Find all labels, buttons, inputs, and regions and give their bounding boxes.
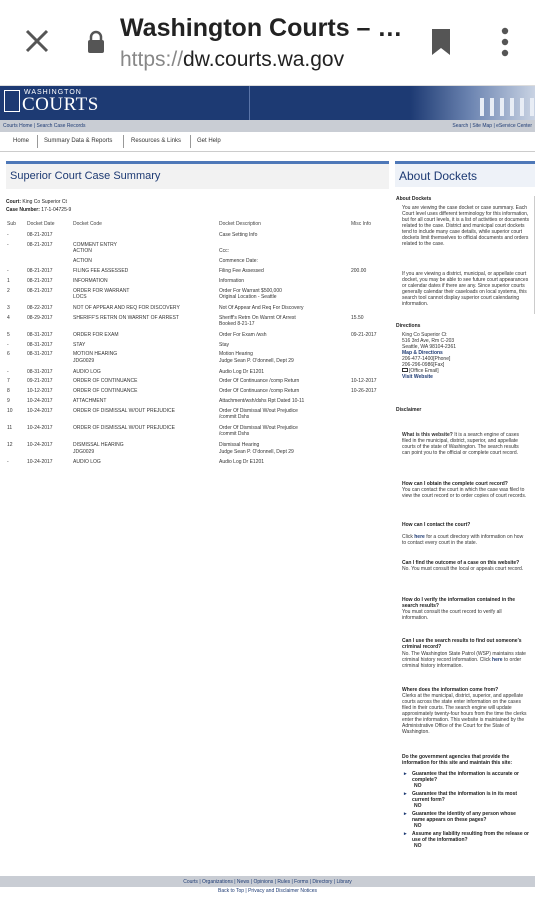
docket-sub: -	[7, 268, 9, 274]
docket-description: Order Of Continuance /comp Return	[219, 388, 300, 394]
docket-description: Filing Fee Assessed	[219, 268, 264, 274]
footer-secondary-links[interactable]: Back to Top | Privacy and Disclaimer Notices	[217, 888, 318, 894]
arrow-icon: ▸	[404, 791, 407, 797]
docket-date: 10-24-2017	[27, 459, 53, 465]
court-name: King Co Superior Ct	[22, 199, 67, 205]
main-nav	[0, 132, 535, 152]
column-header-description: Docket Description	[219, 221, 261, 227]
docket-date: 08-31-2017	[27, 369, 53, 375]
faq-answer-text: for a court directory with information on how to contact every court in the state.	[402, 534, 524, 546]
docket-sub: 2	[7, 288, 10, 294]
docket-date: 08-31-2017	[27, 342, 53, 348]
faq-question: How can I contact the court?	[402, 522, 471, 528]
footer-links[interactable]: Courts | Organizations | News | Opinions | Rules | Forms | Directory | Library	[0, 876, 535, 887]
utility-right-links[interactable]: Search | Site Map | eService Center	[452, 123, 532, 129]
close-icon[interactable]	[22, 26, 52, 56]
bullet-answer: NO	[414, 803, 422, 809]
url-host: dw.courts.wa.gov	[183, 48, 345, 71]
docket-description: Order For Exam /wsh	[219, 332, 267, 338]
arrow-icon: ▸	[404, 831, 407, 837]
docket-code: ATTACHMENT	[73, 398, 107, 404]
bullet-text: Assume any liability resulting from the release or use of the information?	[412, 831, 529, 843]
docket-misc: 10-12-2017	[351, 378, 377, 384]
docket-description: Dismissal Hearing	[219, 442, 260, 448]
sidebar-title: About Dockets	[399, 169, 478, 183]
bullet-text: Guarantee that the information is in its most current form?	[412, 791, 518, 803]
docket-description: Commence Date:	[219, 258, 258, 264]
docket-date: 08-29-2017	[27, 315, 53, 321]
faq-answer-text: No. The Washington State Patrol (WSP) maintains state criminal history record information. Click	[402, 651, 526, 663]
nav-get-help[interactable]: Get Help	[197, 138, 221, 144]
docket-code: AUDIO LOG	[73, 459, 101, 465]
directions-heading: Directions	[396, 323, 421, 329]
docket-description: Ccc:	[219, 248, 229, 254]
faq-answer: You must consult the court record to verify all information.	[402, 609, 502, 621]
docket-code: DISMISSAL HEARING	[73, 442, 124, 448]
docket-code: JDG0029	[73, 449, 95, 455]
docket-description: Original Location - Seattle	[219, 294, 277, 300]
site-banner	[0, 86, 535, 120]
utility-left-links[interactable]: Courts Home | Search Case Records	[3, 123, 86, 129]
faq-question: Can I use the search results to find out someone's criminal record?	[402, 638, 522, 650]
docket-code: ORDER OF CONTINUANCE	[73, 388, 138, 394]
docket-code: LOCS	[73, 294, 87, 300]
arrow-icon: ▸	[404, 771, 407, 777]
map-directions-link[interactable]: Map & Directions	[402, 350, 443, 356]
case-summary-header	[6, 161, 389, 189]
court-address	[402, 332, 530, 380]
faq-question: Can I find the outcome of a case on this website?	[402, 560, 520, 566]
brand-name[interactable]: COURTS	[22, 94, 99, 115]
docket-date: 08-31-2017	[27, 332, 53, 338]
email-icon	[402, 368, 408, 372]
docket-date: 10-24-2017	[27, 398, 53, 404]
faq-answer	[402, 534, 528, 546]
docket-code: ACTION	[73, 248, 92, 254]
bullet-answer: NO	[414, 843, 422, 849]
docket-description: Order For Warrant $500,000	[219, 288, 282, 294]
courts-logo-icon[interactable]	[4, 90, 20, 112]
arrow-icon: ▸	[404, 811, 407, 817]
docket-date: 10-24-2017	[27, 408, 53, 414]
nav-resources[interactable]: Resources & Links	[131, 138, 182, 144]
docket-description: Audio Log Dr E1201	[219, 369, 265, 375]
docket-sub: 12	[7, 442, 13, 448]
column-header-date: Docket Date	[27, 221, 55, 227]
court-label: Court:	[6, 199, 21, 205]
nav-separator	[37, 135, 38, 148]
page-title: Washington Courts – …	[120, 14, 403, 42]
docket-code: AUDIO LOG	[73, 369, 101, 375]
bullet-answer: NO	[414, 783, 422, 789]
docket-misc: 200.00	[351, 268, 367, 274]
docket-code: COMMENT ENTRY	[73, 242, 117, 248]
docket-description: /commit Dshs	[219, 431, 250, 437]
docket-description: Stay	[219, 342, 230, 348]
browser-toolbar	[0, 0, 535, 86]
docket-description: Order Of Continuance /comp Return	[219, 378, 300, 384]
docket-sub: 5	[7, 332, 10, 338]
email-label: [Office Email]	[409, 368, 439, 374]
faq-answer-text: It is a search engine of cases filed in the municipal, district, superior, and appellate courts of the state of Washington. The search results can point you to the official or complete court record.	[402, 432, 519, 456]
about-paragraph-1: You are viewing the case docket or case summary. Each Court level uses different terminology for this information, but for all court levels, it is a list of activities or documents related to the case. District and municipal court dockets tend to include many case details, while superior court dockets limit themselves to official documents and orders related to the case.	[402, 205, 529, 247]
faq-question: What is this website?	[402, 432, 453, 438]
docket-description: Information	[219, 278, 245, 284]
docket-sub: 3	[7, 305, 10, 311]
faq-answer	[402, 651, 528, 669]
faq-question: Where does the information come from?	[402, 687, 499, 693]
docket-code: NOT OF APPEAR AND REQ FOR DISCOVERY	[73, 305, 180, 311]
docket-misc: 09-21-2017	[351, 332, 377, 338]
court-phone: 206-477-1400[Phone]	[402, 356, 451, 362]
disclaimer-bullet	[406, 771, 530, 789]
docket-code: ORDER FOR WARRANT	[73, 288, 130, 294]
more-vert-icon[interactable]	[497, 26, 513, 58]
column-header-misc: Misc Info	[351, 221, 372, 227]
nav-home[interactable]: Home	[13, 138, 30, 144]
docket-sub: 10	[7, 408, 13, 414]
case-number-label: Case Number:	[6, 207, 40, 213]
docket-sub: 4	[7, 315, 10, 321]
docket-date: 08-21-2017	[27, 278, 53, 284]
bullet-text: Guarantee the identity of any person whose name appears on these pages?	[412, 811, 516, 823]
docket-sub: 8	[7, 388, 10, 394]
case-summary-title: Superior Court Case Summary	[10, 170, 161, 182]
address-line: 516 3rd Ave, Rm C-203	[402, 338, 455, 344]
about-heading: About Dockets	[396, 196, 432, 202]
bookmark-icon[interactable]	[428, 27, 454, 57]
faq-question: How can I obtain the complete court record?	[402, 481, 508, 487]
docket-code: MOTION HEARING	[73, 351, 118, 357]
docket-sub: 7	[7, 378, 10, 384]
faq-answer-text: to order criminal history information.	[402, 657, 522, 669]
nav-separator	[190, 135, 191, 148]
docket-code: INFORMATION	[73, 278, 108, 284]
docket-code: ORDER FOR EXAM	[73, 332, 119, 338]
faq-answer: Clerks at the municipal, district, superior, and appellate courts across the state enter information on the cases filed in their courts. The search engine will update approximately twenty-four hours from the time the clerks enter the information. This website is maintained by the Administrative Office of the Court for the State of Washington.	[402, 693, 527, 735]
faq-answer: You can contact the court in which the case was filed to view the court record or to order copies of court records.	[402, 487, 527, 499]
docket-date: 08-22-2017	[27, 305, 53, 311]
docket-sub: 9	[7, 398, 10, 404]
docket-sub: -	[7, 342, 9, 348]
nav-separator	[123, 135, 124, 148]
docket-sub: 1	[7, 278, 10, 284]
docket-code: STAY	[73, 342, 86, 348]
court-info	[6, 199, 71, 215]
court-fax: 206-296-0986[Fax]	[402, 362, 445, 368]
faq-answer-text: Click	[402, 534, 413, 540]
docket-sub: -	[7, 459, 9, 465]
faq-answer	[402, 432, 528, 456]
docket-sub: -	[7, 242, 9, 248]
docket-code: ORDER OF DISMISSAL W/OUT PREJUDICE	[73, 425, 175, 431]
docket-description: Case Setting Info	[219, 232, 258, 238]
utility-bar	[0, 120, 535, 132]
docket-description: Judge Sean P. O'donnell, Dept 29	[219, 449, 294, 455]
disclaimer-bullet	[406, 791, 530, 809]
docket-date: 09-21-2017	[27, 378, 53, 384]
disclaimer-bullet	[406, 831, 530, 849]
court-directory-link[interactable]: here	[414, 534, 425, 540]
faq-question: How do I verify the information contained in the search results?	[402, 597, 516, 609]
sidebar-header	[395, 161, 535, 187]
docket-date: 10-24-2017	[27, 442, 53, 448]
nav-summary-data[interactable]: Summary Data & Reports	[44, 138, 113, 144]
docket-description: Motion Hearing	[219, 351, 253, 357]
docket-date: 08-21-2017	[27, 232, 53, 238]
docket-code: ACTION	[73, 258, 92, 264]
docket-code: ORDER OF CONTINUANCE	[73, 378, 138, 384]
docket-description: Not Of Appear And Req For Discovery	[219, 305, 304, 311]
docket-sub: -	[7, 369, 9, 375]
docket-code: SHERIFF'S RETRN ON WARRNT OF ARREST	[73, 315, 179, 321]
bullet-answer: NO	[414, 823, 422, 829]
case-number: 17-1-04725-9	[41, 207, 72, 213]
about-paragraph-2: If you are viewing a district, municipal, or appellate court docket, you may be able to see future court appearances or calendar dates if there are any. Since superior courts generally calendar their caseloads on local systems, this search tool cannot display superior court calendaring information.	[402, 271, 529, 307]
url-bar[interactable]	[120, 48, 344, 72]
docket-description: Sheriff's Retrn On Warrnt Of Arrest	[219, 315, 296, 321]
visit-website-link[interactable]: Visit Website	[402, 374, 433, 380]
docket-date: 08-21-2017	[27, 268, 53, 274]
address-line: Seattle, WA 98104-2361	[402, 344, 457, 350]
docket-description: Order Of Dismissal W/out Prejudice	[219, 408, 298, 414]
column-header-sub: Sub	[7, 221, 16, 227]
lock-icon	[86, 30, 106, 54]
docket-description: Order Of Dismissal W/out Prejudice	[219, 425, 298, 431]
faq-question: Do the government agencies that provide the information for this site and maintain this site:	[402, 754, 513, 766]
docket-description: Audio Log Dr E1201	[219, 459, 265, 465]
docket-description: Booked 8-21-17	[219, 321, 255, 327]
docket-date: 08-31-2017	[27, 351, 53, 357]
docket-sub: -	[7, 232, 9, 238]
banner-divider	[249, 86, 250, 120]
disclaimer-bullet	[406, 811, 530, 829]
docket-date: 08-21-2017	[27, 288, 53, 294]
temple-image	[410, 86, 535, 120]
criminal-history-link[interactable]: here	[492, 657, 503, 663]
docket-sub: 6	[7, 351, 10, 357]
bullet-text: Guarantee that the information is accurate or complete?	[412, 771, 519, 783]
brand-top: WASHINGTON	[24, 89, 82, 96]
docket-description: Judge Sean P. O'donnell, Dept 29	[219, 358, 294, 364]
disclaimer-heading: Disclaimer	[396, 407, 422, 413]
docket-code: ORDER OF DISMISSAL W/OUT PREJUDICE	[73, 408, 175, 414]
column-header-code: Docket Code	[73, 221, 102, 227]
docket-date: 08-21-2017	[27, 242, 53, 248]
docket-date: 10-12-2017	[27, 388, 53, 394]
docket-code: FILING FEE ASSESSED	[73, 268, 129, 274]
docket-sub: 11	[7, 425, 13, 431]
docket-code: JDG0029	[73, 358, 95, 364]
faq-answer: No. You must consult the local or appeals court record.	[402, 566, 524, 572]
docket-date: 10-24-2017	[27, 425, 53, 431]
address-line: King Co Superior Ct	[402, 332, 447, 338]
docket-description: Attachment/wsh/dshs Rpt Dated 10-11	[219, 398, 305, 404]
docket-misc: 15.50	[351, 315, 364, 321]
url-scheme: https://	[120, 48, 184, 71]
docket-description: /commit Dshs	[219, 414, 250, 420]
docket-misc: 10-26-2017	[351, 388, 377, 394]
